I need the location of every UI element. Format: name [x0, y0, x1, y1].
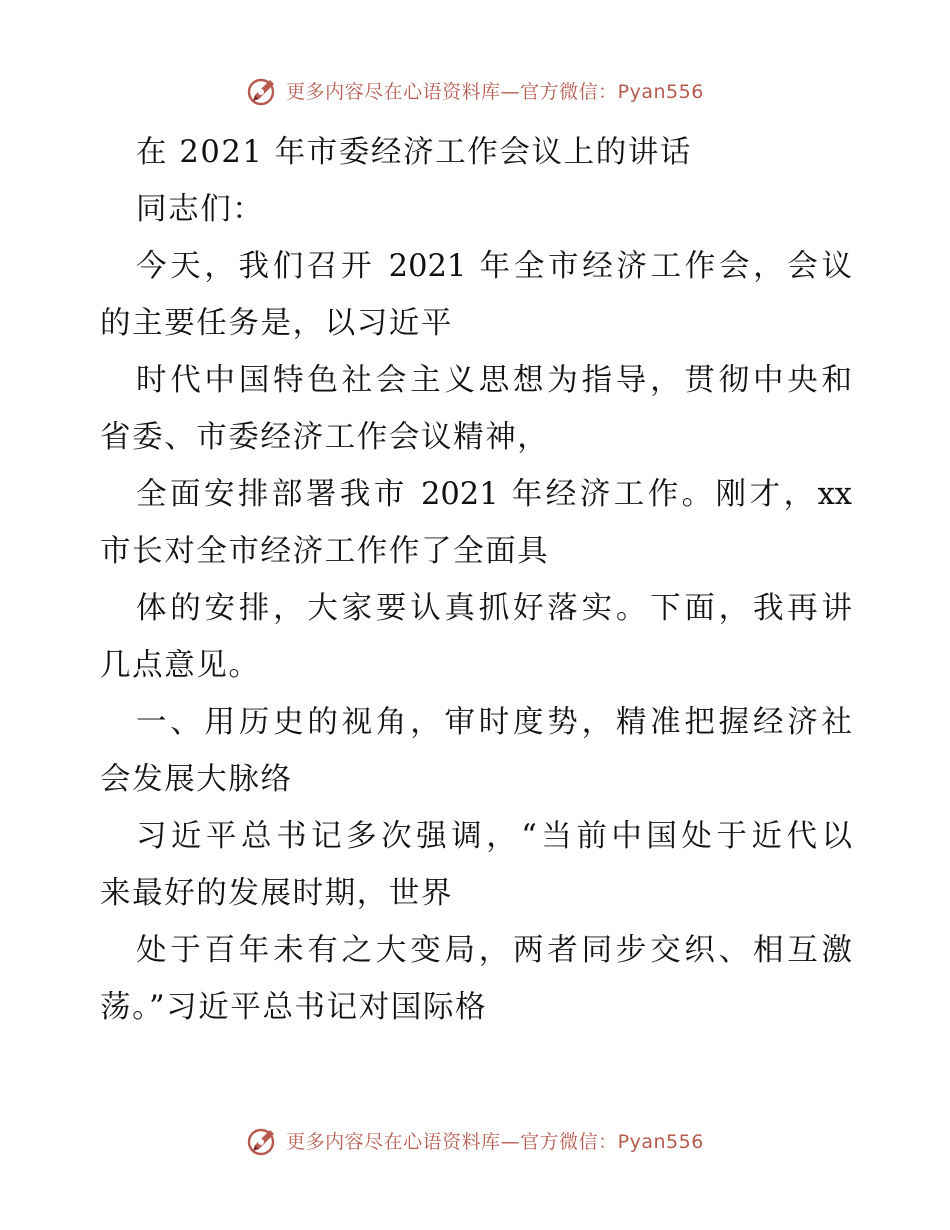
section-heading-line: 一、用历史的视角，审时度势，精准把握经济社 — [136, 705, 852, 740]
paragraph-line: 体的安排，大家要认真抓好落实。下面，我再讲 — [136, 591, 852, 626]
paragraph-line: 省委、市委经济工作会议精神， — [100, 420, 550, 455]
paragraph-line: 时代中国特色社会主义思想为指导，贯彻中央和 — [136, 363, 852, 398]
pen-logo-icon — [246, 1123, 280, 1157]
footer-watermark — [0, 1120, 950, 1160]
paragraph-line: 荡。”习近平总书记对国际格 — [100, 990, 488, 1025]
paragraph-line: 习近平总书记多次强调，“当前中国处于近代以 — [136, 819, 852, 854]
salutation: 同志们： — [136, 192, 265, 227]
document-body — [100, 124, 852, 1036]
watermark-text: 更多内容尽在心语资料库—官方微信：Pyan556 — [286, 1130, 704, 1153]
paragraph-line: 全面安排部署我市 2021 年经济工作。刚才，xx — [136, 477, 852, 512]
section-heading-line: 会发展大脉络 — [100, 762, 293, 797]
paragraph-line: 来最好的发展时期，世界 — [100, 876, 454, 911]
document-title: 在 2021 年市委经济工作会议上的讲话 — [136, 135, 693, 170]
paragraph-line: 市长对全市经济工作作了全面具 — [100, 534, 550, 569]
watermark-text: 更多内容尽在心语资料库—官方微信：Pyan556 — [286, 80, 704, 103]
paragraph-line: 几点意见。 — [100, 648, 261, 683]
pen-logo-icon — [246, 73, 280, 107]
paragraph-line: 处于百年未有之大变局，两者同步交织、相互激 — [136, 933, 852, 968]
header-watermark — [0, 70, 950, 110]
paragraph-line: 的主要任务是，以习近平 — [100, 306, 454, 341]
paragraph-line: 今天，我们召开 2021 年全市经济工作会，会议 — [136, 249, 852, 284]
